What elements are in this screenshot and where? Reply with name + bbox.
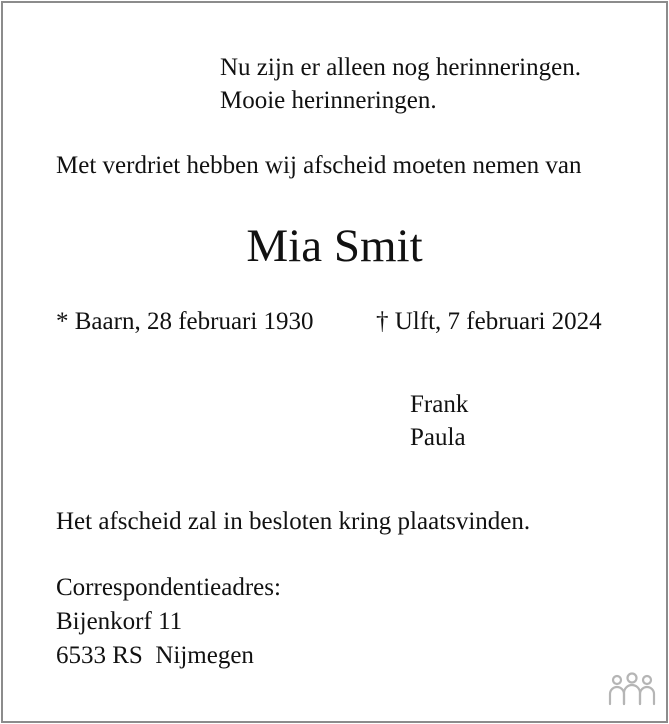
- death-info: † Ulft, 7 februari 2024: [376, 308, 602, 335]
- intro-text: Met verdriet hebben wij afscheid moeten nemen van: [56, 152, 582, 179]
- address-street: Bijenkorf 11: [56, 608, 183, 635]
- people-group-logo-icon: [608, 672, 656, 706]
- farewell-notice: Het afscheid zal in besloten kring plaatsvinden.: [56, 508, 531, 535]
- birth-info: * Baarn, 28 februari 1930: [56, 308, 314, 335]
- poem-line-2: Mooie herinneringen.: [220, 87, 437, 114]
- poem-line-1: Nu zijn er alleen nog herinneringen.: [220, 54, 581, 81]
- mourner-2: Paula: [410, 424, 466, 451]
- address-label: Correspondentieadres:: [56, 574, 281, 601]
- deceased-name: Mia Smit: [246, 220, 423, 272]
- address-city: 6533 RS Nijmegen: [56, 642, 254, 669]
- mourner-1: Frank: [410, 391, 469, 418]
